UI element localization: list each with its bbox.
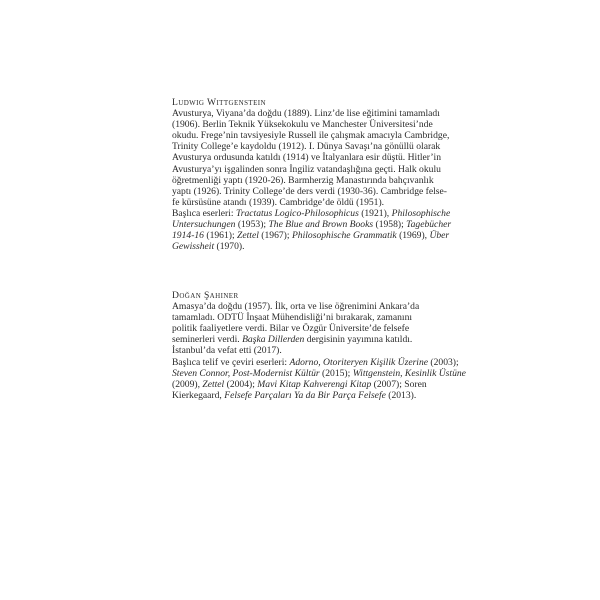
work-year: (1958); (373, 219, 407, 231)
bio-line: tamamladı. ODTÜ İnşaat Mühendisliği’ni bırakarak, zamanını (172, 312, 413, 324)
bio-line: (1906). Berlin Teknik Yüksekokulu ve Manchester Üniversitesi’nde (172, 119, 433, 131)
work-title: Tractatus Logico-Philosophicus (235, 207, 359, 219)
work-title: Zettel (237, 230, 259, 242)
bio-line (172, 334, 472, 345)
work-title: Mavi Kitap Kahverengi Kitap (257, 378, 372, 390)
work-title: Über Gewissheit (172, 230, 450, 253)
work-year: (2003); (428, 356, 459, 368)
work-year: (2009), (172, 378, 203, 390)
work-year: (1969), (396, 230, 430, 242)
author-bio-wittgenstein (172, 97, 472, 252)
work-title: Adorno, Otoriteryen Kişilik Üzerine (289, 356, 429, 368)
work-year: (2004); (224, 378, 258, 390)
bio-text (172, 108, 472, 208)
works-intro: Başlıca telif ve çeviri eserleri: (172, 356, 290, 368)
bio-line: okudu. Frege’nin tavsiyesiyle Russell ile çalışmak amacıyla Cambridge, (172, 130, 450, 142)
work-year: (1953); (235, 219, 269, 231)
bio-line: Avusturya, Viyana’da doğdu (1889). Linz’de lise eğitimini tamamladı (172, 108, 440, 120)
work-year: (1921), (358, 207, 392, 219)
author-name: Ludwig Wittgenstein (172, 97, 266, 108)
work-year: (1967); (258, 230, 292, 242)
work-title: Zettel (202, 378, 225, 390)
bio-line-start: seminerleri verdi. (172, 334, 243, 346)
works-list (172, 208, 472, 252)
work-title: Tagebücher 1914-16 (172, 219, 452, 242)
translator-name: Doğan Şahiner (172, 290, 239, 301)
bio-line: Avusturya ordusunda katıldı (1914) ve İtalyanlara esir düştü. Hitler’in (172, 152, 441, 164)
bio-line: fe kürsüsüne atandı (1939). Cambridge’de öldü (1951). (172, 196, 385, 208)
bio-line: Trinity College’e kaydoldu (1912). I. Dünya Savaşı’na gönüllü olarak (172, 141, 441, 153)
works-intro: Başlıca eserleri: (172, 207, 236, 219)
work-year: (2015); (319, 367, 353, 379)
bio-line: öğretmenliği yaptı (1920-26). Barmherzig Manastırında bahçıvanlık (172, 174, 434, 186)
work-title: Philosophische Grammatik (291, 230, 397, 242)
bio-line: İstanbul’da vefat etti (2017). (172, 345, 282, 357)
work-year: (1961); (203, 230, 238, 242)
bio-line: Amasya’da doğdu (1957). İlk, orta ve lise öğrenimini Ankara’da (172, 301, 420, 313)
bio-text (172, 301, 472, 356)
work-title: Steven Connor, Post-Modernist Kültür (172, 367, 320, 379)
bio-line-end: dergisinin yayımına katıldı. (304, 334, 413, 346)
work-title: The Blue and Brown Books (268, 219, 374, 231)
journal-title: Başka Dillerden (242, 334, 305, 346)
work-year: (2007); Soren Kierkegaard, (172, 378, 427, 401)
bio-line: yaptı (1926). Trinity College’de ders verdi (1930-36). Cambridge felse- (172, 185, 447, 197)
work-title: Wittgenstein, Kesinlik Üstüne (352, 367, 466, 379)
work-year: (1970). (214, 241, 245, 253)
work-year: (2013). (385, 389, 417, 401)
bio-line: Avusturya’yı işgalinden sonra İngiliz vatandaşlığına geçti. Halk okulu (172, 163, 441, 175)
bio-line: politik faaliyetlere verdi. Bilar ve Özgür Üniversite’de felsefe (172, 323, 410, 335)
work-title: Philosophische Untersuchungen (172, 207, 451, 231)
work-title: Felsefe Parçaları Ya da Bir Parça Felsefe (224, 389, 386, 401)
author-bio-sahiner (172, 290, 472, 401)
works-list (172, 357, 472, 401)
